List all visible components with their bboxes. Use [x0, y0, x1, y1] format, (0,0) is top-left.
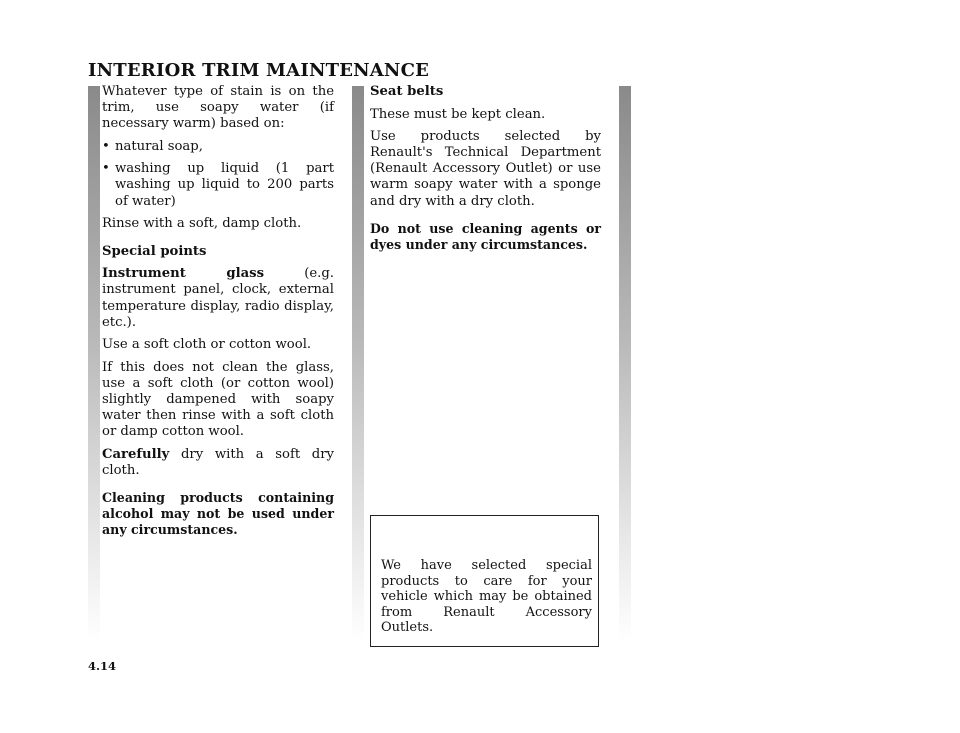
cleaning-agents-warning: Do not use cleaning agents or dyes under any circumstances. [370, 221, 601, 253]
middle-column-margin-bar [352, 86, 364, 642]
instrument-glass-text: (e.g. instrument panel, clock, external temperature display, radio display, etc.). [102, 266, 334, 330]
use-products-paragraph: Use products selected by Renault's Technical Department (Renault Accessory Outlet) or use warm soapy water with a sponge and dry with a dry cloth. [370, 129, 601, 209]
kept-clean-paragraph: These must be kept clean. [370, 106, 546, 122]
carefully-text: dry with a soft dry cloth. [102, 446, 334, 478]
instrument-paragraph [102, 266, 334, 330]
page-number: 4.14 [88, 659, 117, 673]
special-points-heading: Special points [102, 243, 207, 259]
seat-belts-heading: Seat belts [370, 84, 444, 99]
bullet-item [102, 161, 334, 209]
alcohol-warning: Cleaning products containing alcohol may not be used under any circumstances. [102, 490, 334, 538]
carefully-paragraph [102, 447, 334, 479]
intro-paragraph: Whatever type of stain is on the trim, use soapy water (if necessary warm) based on: [102, 84, 334, 132]
middle-column [370, 84, 601, 260]
bullet-marker: • [102, 161, 110, 177]
soft-cloth-paragraph: Use a soft cloth or cotton wool. [102, 337, 312, 353]
page-title: INTERIOR TRIM MAINTENANCE [88, 60, 430, 81]
left-column-margin-bar [88, 86, 100, 642]
bullet-text: washing up liquid (1 part washing up liquid to 200 parts of water) [115, 161, 334, 209]
right-column-margin-bar [619, 86, 631, 642]
carefully-label: Carefully [102, 446, 170, 462]
info-box [370, 515, 599, 647]
left-column [102, 84, 334, 545]
if-not-clean-paragraph: If this does not clean the glass, use a soft cloth (or cotton wool) slightly dampened with soapy water then rinse with a soft cloth or damp cotton wool. [102, 359, 334, 440]
bullet-marker: • [102, 138, 110, 154]
bullet-item [102, 139, 334, 155]
bullet-text: natural soap, [115, 138, 203, 154]
instrument-glass-label: Instrument glass [102, 266, 265, 282]
info-box-text: We have selected special products to care for your vehicle which may be obtained from Renault Accessory Outlets. [381, 558, 592, 635]
rinse-paragraph: Rinse with a soft, damp cloth. [102, 216, 302, 232]
